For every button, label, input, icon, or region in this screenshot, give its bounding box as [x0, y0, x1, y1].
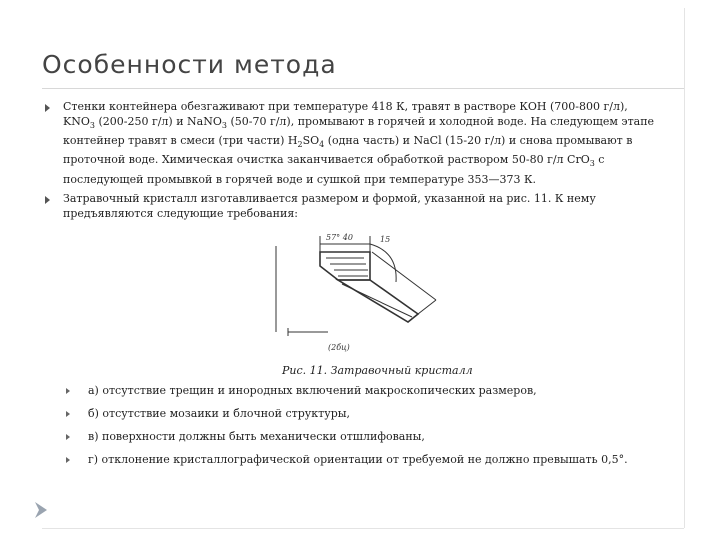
arc-dimension — [370, 244, 396, 282]
requirement-item: а) отсутствие трещин и инородных включений макроскопических размеров, — [88, 384, 537, 397]
bullet-arrow-icon — [66, 434, 70, 440]
bullet-arrow-icon — [66, 457, 70, 463]
bullet-arrow-icon — [45, 196, 50, 204]
dim-top-label: 57° 40 — [326, 233, 353, 242]
figure-caption: Рис. 11. Затравочный кристалл — [282, 364, 473, 377]
bullet-text-seed-crystal: Затравочный кристалл изготавливается размером и формой, указанной на рис. 11. К нему предъявляются следующие требования: — [63, 192, 596, 220]
body-inner-line — [342, 284, 412, 317]
bullet-arrow-icon — [66, 411, 70, 417]
diagonal-dimension — [372, 252, 436, 300]
extension-line — [418, 300, 436, 314]
slide-bottom-border — [42, 528, 684, 529]
requirement-item: в) поверхности должны быть механически отшлифованы, — [88, 430, 425, 443]
seed-crystal-figure — [268, 222, 448, 362]
slide-right-border — [684, 8, 685, 528]
bullet-arrow-icon — [45, 104, 50, 112]
title-divider — [42, 88, 684, 89]
bullet-text-etching: Стенки контейнера обезгаживают при температуре 418 К, травят в растворе КОН (700-800 г/л), $KNO_3$ (200-250 г/л) и NaNO$_3$ (50-70 г/л), промывают в горячей и холодной воде. На следующем этапе контейнер травят в смеси (три части) $H_2SO_4$ (одна часть) и NaCl (15-20 г/л) и снова промывают в проточной воде. Химическая очистка заканчивается обработкой раствором 50-80 г/л CrO$_3$ с последующей промывкой в горячей воде и сушкой при температуре 353—373 К. — [63, 100, 655, 186]
dim-bottom-label: (2бц) — [328, 343, 350, 352]
requirement-item: г) отклонение кристаллографической ориентации от требуемой не должно превышать 0,5°. — [88, 453, 628, 466]
slide-title: Особенности метода — [42, 50, 337, 79]
bullet-arrow-icon — [66, 388, 70, 394]
dim-side-label: 15 — [380, 235, 391, 244]
requirement-item: б) отсутствие мозаики и блочной структуры, — [88, 407, 350, 420]
corner-arrow-icon — [33, 500, 49, 520]
